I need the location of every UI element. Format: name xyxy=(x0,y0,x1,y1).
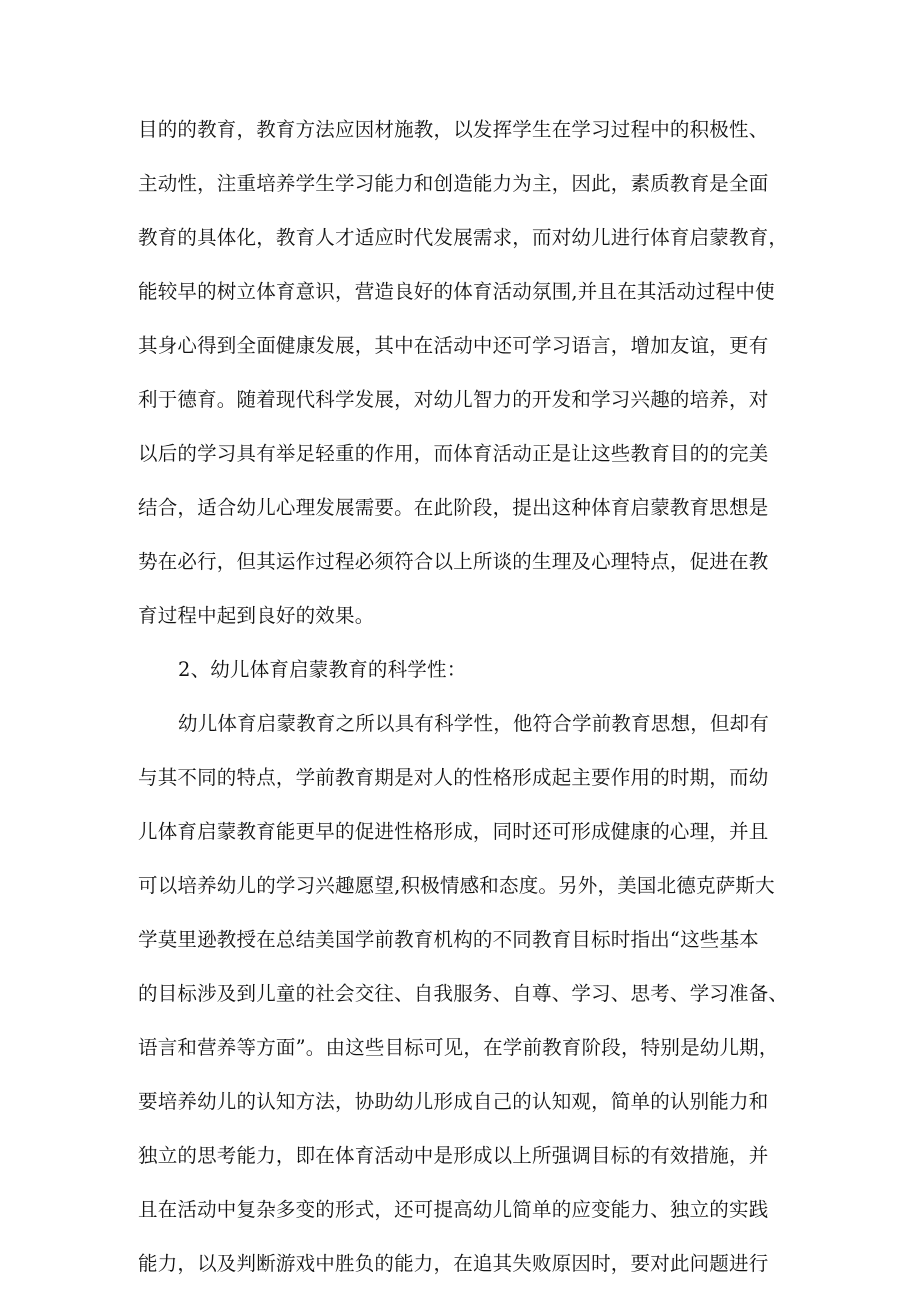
paragraph-first-line: 幼儿体育启蒙教育之所以具有科学性，他符合学前教育思想，但却有 xyxy=(178,712,770,735)
text-line: 利于德育。随着现代科学发展，对幼儿智力的开发和学习兴趣的培养，对 xyxy=(138,388,769,411)
text-line: 以后的学习具有举足轻重的作用，而体育活动正是让这些教育目的的完美 xyxy=(138,442,769,465)
text-line: 且在活动中复杂多变的形式，还可提高幼儿简单的应变能力、独立的实践 xyxy=(138,1198,769,1221)
text-line: 教育的具体化，教育人才适应时代发展需求，而对幼儿进行体育启蒙教育， xyxy=(138,226,789,249)
section-heading: 2、幼儿体育启蒙教育的科学性： xyxy=(178,658,467,681)
text-line: 语言和营养等方面”。由这些目标可见，在学前教育阶段，特别是幼儿期， xyxy=(138,1036,779,1059)
text-line: 育过程中起到良好的效果。 xyxy=(138,604,375,627)
text-line: 目的的教育，教育方法应因材施教，以发挥学生在学习过程中的积极性、 xyxy=(138,118,769,141)
text-line: 要培养幼儿的认知方法，协助幼儿形成自己的认知观，简单的认别能力和 xyxy=(138,1090,769,1113)
text-line: 能力，以及判断游戏中胜负的能力，在追其失败原因时，要对此问题进行 xyxy=(138,1252,769,1275)
text-line: 儿体育启蒙教育能更早的促进性格形成，同时还可形成健康的心理，并且 xyxy=(138,820,769,843)
text-line: 学莫里逊教授在总结美国学前教育机构的不同教育目标时指出“这些基本 xyxy=(138,928,759,951)
text-line: 的目标涉及到儿童的社会交往、自我服务、自尊、学习、思考、学习准备、 xyxy=(138,982,789,1005)
text-line: 可以培养幼儿的学习兴趣愿望,积极情感和态度。另外，美国北德克萨斯大 xyxy=(138,874,775,897)
text-line: 与其不同的特点，学前教育期是对人的性格形成起主要作用的时期，而幼 xyxy=(138,766,769,789)
text-line: 结合，适合幼儿心理发展需要。在此阶段，提出这种体育启蒙教育思想是 xyxy=(138,496,769,519)
text-line: 势在必行，但其运作过程必须符合以上所谈的生理及心理特点，促进在教 xyxy=(138,550,769,573)
text-line: 主动性，注重培养学生学习能力和创造能力为主，因此，素质教育是全面 xyxy=(138,172,769,195)
text-line: 独立的思考能力，即在体育活动中是形成以上所强调目标的有效措施，并 xyxy=(138,1144,769,1167)
text-line: 其身心得到全面健康发展，其中在活动中还可学习语言，增加友谊，更有 xyxy=(138,334,769,357)
text-line: 能较早的树立体育意识，营造良好的体育活动氛围,并且在其活动过程中使 xyxy=(138,280,775,303)
